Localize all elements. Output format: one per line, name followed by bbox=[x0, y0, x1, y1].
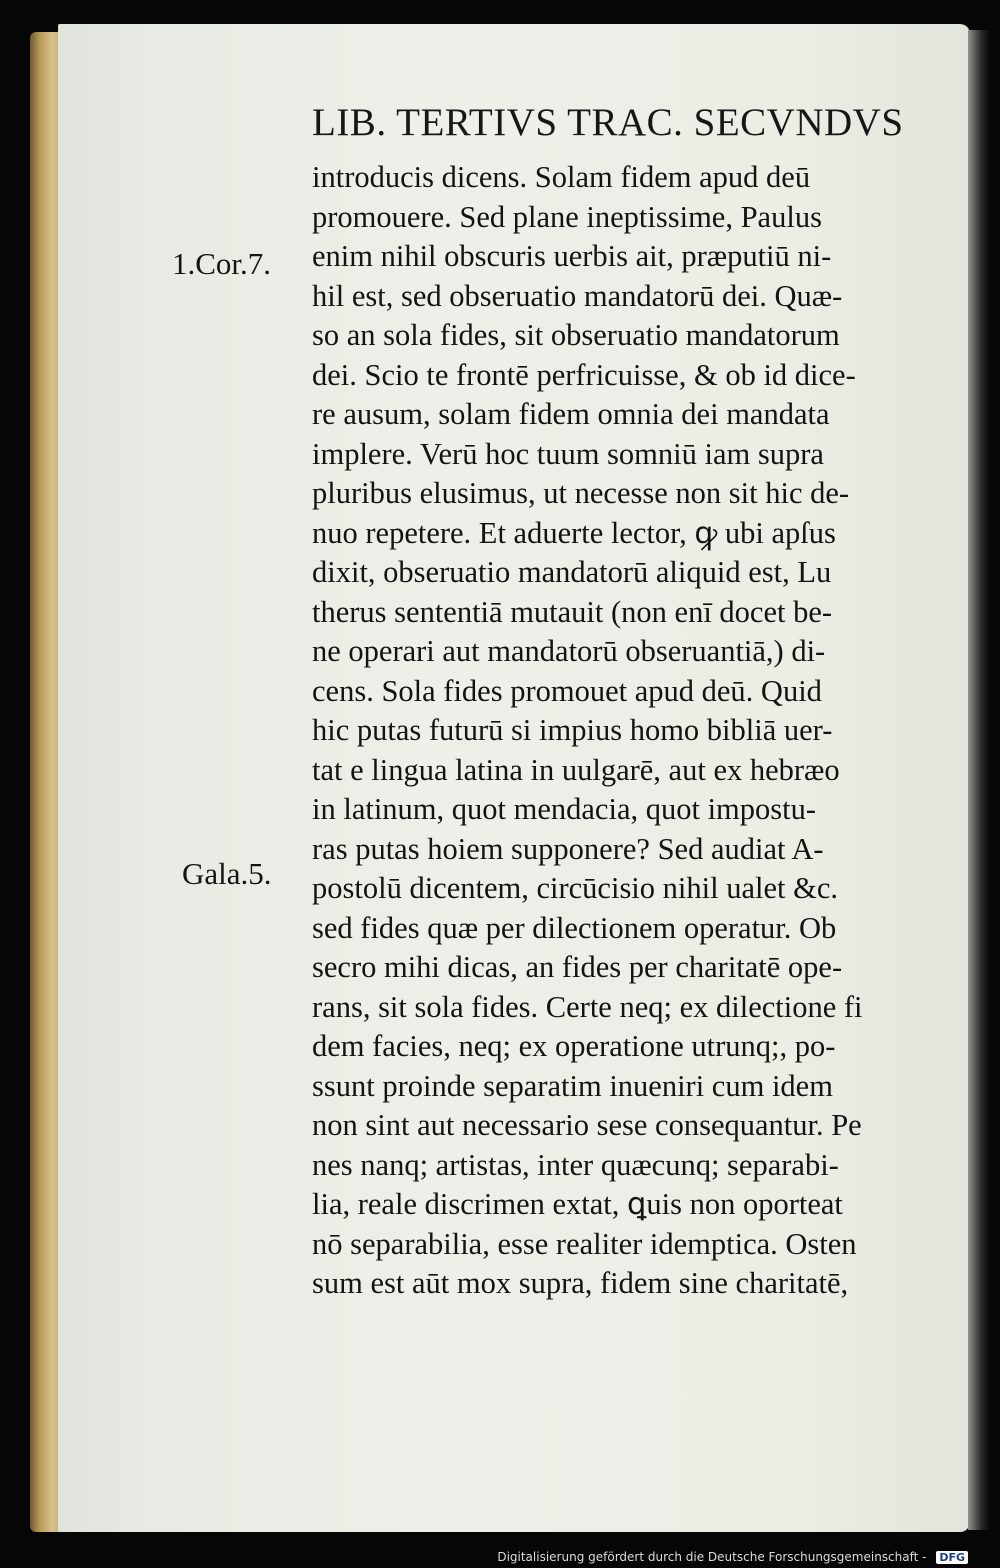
text-line: non sint aut necessario sese consequantur. Pe bbox=[312, 1108, 862, 1142]
text-line: hil est, sed obseruatio mandatorū dei. Quæ- bbox=[312, 278, 843, 313]
body-text bbox=[312, 158, 962, 1304]
text-line: in latinum, quot mendacia, quot impostu- bbox=[312, 792, 817, 826]
text-line: enim nihil obscuris uerbis ait, præputiū ni- bbox=[312, 239, 832, 273]
text-line: nuo repetere. Et aduerte lector, ꝙ ubi apſus bbox=[312, 515, 836, 550]
marginal-reference-1: 1.Cor.7. bbox=[172, 246, 272, 281]
text-line: dixit, obseruatio mandatorū aliquid est, Lu bbox=[312, 555, 832, 589]
running-heading: LIB. TERTIVS TRAC. SECVNDVS bbox=[312, 101, 904, 144]
text-line: rans, sit sola fides. Certe neq; ex dilectione fi bbox=[312, 989, 863, 1024]
text-line: so an sola fides, sit obseruatio mandatorum bbox=[312, 318, 840, 352]
text-line: introducis dicens. Solam fidem apud deū bbox=[312, 160, 811, 194]
dfg-logo: DFG bbox=[936, 1551, 968, 1564]
text-line: pluribus elusimus, ut necesse non sit hic de- bbox=[312, 476, 850, 510]
text-line: sed fides quæ per dilectionem operatur. Ob bbox=[312, 910, 837, 945]
digitization-credit bbox=[497, 1550, 968, 1564]
text-line: nes nanq; artistas, inter quæcunq; separabi- bbox=[312, 1147, 839, 1182]
text-line: implere. Verū hoc tuum somniū iam supra bbox=[312, 436, 824, 471]
text-line: secro mihi dicas, an fides per charitatē ope- bbox=[312, 950, 843, 984]
text-line: postolū dicentem, circūcisio nihil ualet &c. bbox=[312, 871, 838, 905]
text-line: re ausum, solam fidem omnia dei mandata bbox=[312, 397, 830, 431]
text-line: ssunt proinde separatim inueniri cum idem bbox=[312, 1068, 833, 1103]
text-line: hic putas futurū si impius homo bibliā uer- bbox=[312, 713, 833, 747]
text-line: dem facies, neq; ex operatione utrunq;, po- bbox=[312, 1029, 836, 1063]
text-line: cens. Sola fides promouet apud deū. Quid bbox=[312, 673, 822, 708]
binding-shadow bbox=[968, 30, 990, 1530]
text-line: promouere. Sed plane ineptissime, Paulus bbox=[312, 199, 822, 234]
text-line: sum est aūt mox supra, fidem sine charitatē, bbox=[312, 1266, 849, 1300]
text-line: ras putas hoiem supponere? Sed audiat A- bbox=[312, 831, 824, 866]
text-line: nō separabilia, esse realiter idemptica. Osten bbox=[312, 1226, 857, 1261]
credit-text: Digitalisierung gefördert durch die Deutsche Forschungsgemeinschaft - bbox=[497, 1550, 927, 1564]
text-line: dei. Scio te frontē perfricuisse, & ob id dice- bbox=[312, 357, 856, 392]
text-line: ne operari aut mandatorū obseruantiā,) di- bbox=[312, 634, 826, 668]
text-line: tat e lingua latina in uulgarē, aut ex hebræo bbox=[312, 752, 840, 787]
text-line: therus sententiā mutauit (non enī docet be- bbox=[312, 594, 833, 629]
text-line: lia, reale discrimen extat, ꝗuis non oporteat bbox=[312, 1187, 843, 1221]
marginal-reference-2: Gala.5. bbox=[182, 856, 272, 891]
